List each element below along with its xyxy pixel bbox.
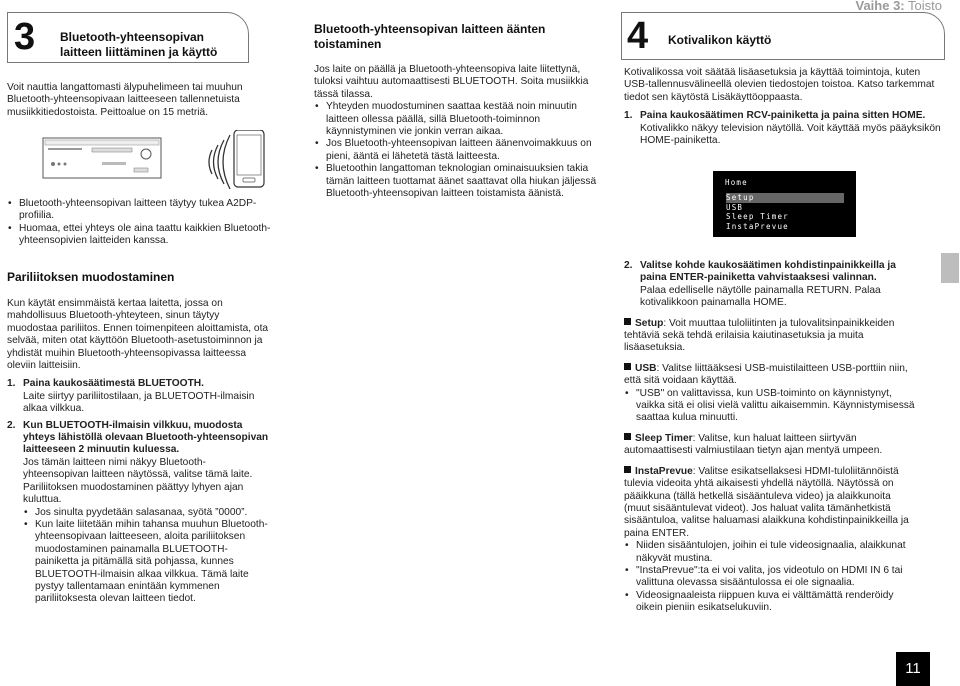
receiver-icon bbox=[43, 138, 161, 178]
section-label-prefix: Vaihe bbox=[855, 0, 890, 13]
pairing-intro: Kun käytät ensimmäistä kertaa laitetta, jossa on mahdollisuus Bluetooth-yhteyteen, sinun täytyy muodostaa pariliitos. Ennen toimenpiteen aloittamista, ota selvää, miten otat käyttöön Bluetooth-asetustoiminnon ja yhdistät muihin Bluetooth-yhteensopivassa laitteessa oleviin laitteisiin. bbox=[7, 298, 269, 372]
step-number: 1. bbox=[7, 378, 16, 390]
step-4-header bbox=[621, 12, 945, 60]
option-text: : Valitse esikatsellaksesi HDMI-tuloliitännöistä tulevia videoita yhtä aikaisesti yhdellä näytöllä. Näytössä on pääikkuna (tällä hetkellä sisääntuleva video) ja alaikkunoita (muut sisääntulevat videot). Jos haluat valita tämänhetkistä sisääntuloa, valitse haluamasi alaikkuna kohdistinpainikkeilla ja paina ENTER. bbox=[624, 465, 909, 539]
section-label bbox=[855, 0, 942, 12]
home-step-2 bbox=[624, 260, 916, 310]
home-menu-list bbox=[726, 193, 844, 231]
step-title: Kun BLUETOOTH-ilmaisin vilkkuu, muodosta yhteys lähistöllä olevaan Bluetooth-yhteensopivan laitteeseen 2 minuutin kuluessa. bbox=[23, 419, 269, 456]
home-step-1 bbox=[624, 110, 944, 147]
list-item: • Videosignaaleista riippuen kuva ei välttämättä renderöidy oikein pieniin esikatselukuviin. bbox=[624, 590, 916, 615]
step-4-title: Kotivalikon käyttö bbox=[668, 33, 772, 47]
pairing-section bbox=[7, 270, 269, 606]
section-label-title: Toisto bbox=[908, 0, 942, 13]
home-menu-screen bbox=[713, 171, 856, 237]
pairing-step-1 bbox=[7, 378, 269, 415]
square-bullet-icon bbox=[624, 363, 631, 370]
square-bullet-icon bbox=[624, 466, 631, 473]
side-tab bbox=[941, 253, 959, 283]
step-4-number: 4 bbox=[627, 15, 649, 57]
step-3-title: Bluetooth-yhteensopivan laitteen liittäminen ja käyttö bbox=[60, 30, 218, 59]
step-number: 2. bbox=[624, 260, 633, 271]
step-text: Kotivalikko näkyy television näytöllä. Voit käyttää myös pääyksikön HOME-painiketta. bbox=[640, 122, 941, 147]
receiver-phone-illustration bbox=[42, 130, 282, 190]
list-item: • Niiden sisääntulojen, joihin ei tule videosignaalia, alaikkunat näkyvät mustina. bbox=[624, 540, 916, 565]
list-item: • Jos sinulta pyydetään salasanaa, syötä ”0000”. bbox=[23, 507, 269, 519]
list-item: • Huomaa, ettei yhteys ole aina taattu kaikkien Bluetooth-yhteensopivien laitteiden kanssa. bbox=[7, 223, 275, 248]
step-text: Palaa edelliselle näytölle painamalla RETURN. Palaa kotivalikkoon painamalla HOME. bbox=[640, 284, 881, 309]
option-instaprevue bbox=[624, 466, 916, 540]
listening-section bbox=[314, 22, 606, 200]
listening-heading: Bluetooth-yhteensopivan laitteen äänten toistaminen bbox=[314, 22, 546, 51]
option-label: USB bbox=[635, 362, 657, 374]
list-item: • Kun laite liitetään mihin tahansa muuhun Bluetooth-yhteensopivaan laitteeseen, aloita pariliitoksen muodostaminen painamalla BLUETOOTH-painiketta ja pitämällä sitä pohjassa, kunnes BLUETOOTH-ilmaisin alkaa vilkkua. Tämä laite pystyy tallentamaan enintään kymmenen pariliitoksesta olevan laitteen tiedot. bbox=[23, 519, 269, 606]
option-label: InstaPrevue bbox=[635, 465, 693, 477]
option-usb bbox=[624, 363, 916, 388]
option-text: : Valitse liittääksesi USB-muistilaitteen USB-porttiin niin, että sitä voidaan käyttää. bbox=[624, 362, 908, 387]
step-number: 1. bbox=[624, 110, 633, 122]
smartphone-icon bbox=[234, 130, 264, 187]
list-item: • "USB" on valittavissa, kun USB-toiminto on käynnistynyt, vaikka sitä ei olisi vielä valittu aikaisemmin. Käynnistymisessä saattaa kulua minuutti. bbox=[624, 388, 916, 425]
step-3-number: 3 bbox=[14, 16, 36, 58]
step-3-header bbox=[7, 12, 249, 63]
step-3-notes bbox=[7, 198, 275, 248]
list-item: • Bluetooth-yhteensopivan laitteen täytyy tukea A2DP-profiilia. bbox=[7, 198, 275, 223]
step-title: Paina kaukosäätimen RCV-painiketta ja paina sitten HOME. bbox=[640, 110, 926, 122]
option-label: Setup bbox=[635, 317, 664, 329]
square-bullet-icon bbox=[624, 433, 631, 440]
step-text: Laite siirtyy pariliitostilaan, ja BLUETOOTH-ilmaisin alkaa vilkkua. bbox=[23, 390, 255, 415]
option-label: Sleep Timer bbox=[635, 432, 693, 444]
home-menu-item-setup: Setup bbox=[726, 193, 844, 203]
list-item: • Yhteyden muodostuminen saattaa kestää noin minuutin laitteen ollessa päällä, sillä Bluetooth-toiminnon käynnistyminen vie jonkin verran aikaa. bbox=[314, 101, 606, 138]
page-number: 11 bbox=[896, 652, 930, 686]
section-label-number: 3: bbox=[893, 0, 905, 13]
pairing-heading: Pariliitoksen muodostaminen bbox=[7, 270, 175, 284]
step-title: Valitse kohde kaukosäätimen kohdistinpainikkeilla ja paina ENTER-painiketta vahvistaaksesi valinnan. bbox=[640, 260, 896, 284]
step-title: Paina kaukosäätimestä BLUETOOTH. bbox=[23, 378, 204, 390]
listening-intro: Jos laite on päällä ja Bluetooth-yhteensopiva laite liitettynä, tuloksi vaihtuu automaattisesti BLUETOOTH. Soita musiikkia tässä tilassa. bbox=[314, 64, 589, 100]
home-menu-item-sleep-timer: Sleep Timer bbox=[726, 212, 789, 221]
step-4-intro-block bbox=[624, 67, 944, 147]
home-menu-title: Home bbox=[725, 178, 748, 187]
step-4-options-block bbox=[624, 260, 916, 615]
step-4-intro: Kotivalikossa voit säätää lisäasetuksia ja käyttää toimintoja, kuten USB-tallennusvälineellä olevien tiedostojen toistoa. Katso tarkemmat tiedot sen käytöstä Lisäkäyttöoppaasta. bbox=[624, 67, 935, 103]
option-setup bbox=[624, 318, 916, 355]
list-item: • Bluetoothin langattoman teknologian ominaisuuksien takia tämän laitteen tuottamat äänet saattavat olla hiukan jäljessä Bluetooth-yhteensopivan laitteen toistamista äänistä. bbox=[314, 163, 606, 200]
step-text: Jos tämän laitteen nimi näkyy Bluetooth-yhteensopivan laitteen näytössä, valitse tämä laite. Pariliitoksen muodostaminen päättyy lyhyen ajan kuluttua. bbox=[23, 456, 253, 506]
home-menu-item-usb: USB bbox=[726, 202, 744, 212]
list-item: • Jos Bluetooth-yhteensopivan laitteen äänenvoimakkuus on pieni, ääntä ei lähetetä tästä laitteesta. bbox=[314, 138, 606, 163]
step-3-intro-text: Voit nauttia langattomasti älypuhelimeen tai muuhun Bluetooth-yhteensopivaan laitteeseen tallennetuista musiikkitiedostoista. Peittoalue on 15 metriä. bbox=[7, 82, 243, 118]
step-3-intro bbox=[7, 82, 250, 119]
option-text: : Voit muuttaa tuloliitinten ja tulovalitsinpainikkeiden tehtäviä sekä tehdä erilaisia kaiutinasetuksia ja muita lisäasetuksia. bbox=[624, 317, 895, 354]
pairing-step-2 bbox=[7, 420, 269, 606]
list-item: • "InstaPrevue":ta ei voi valita, jos videotulo on HDMI IN 6 tai valittuna olevassa sisääntulossa ei ole signaalia. bbox=[624, 565, 916, 590]
step-number: 2. bbox=[7, 419, 16, 431]
option-text: : Valitse, kun haluat laitteen siirtyvän automaattisesti valmiustilaan tietyn ajan mentyä umpeen. bbox=[624, 432, 883, 457]
option-sleep-timer bbox=[624, 433, 916, 458]
home-menu-item-instaprevue: InstaPrevue bbox=[726, 221, 789, 231]
square-bullet-icon bbox=[624, 318, 631, 325]
wireless-signal-icon bbox=[209, 135, 230, 189]
